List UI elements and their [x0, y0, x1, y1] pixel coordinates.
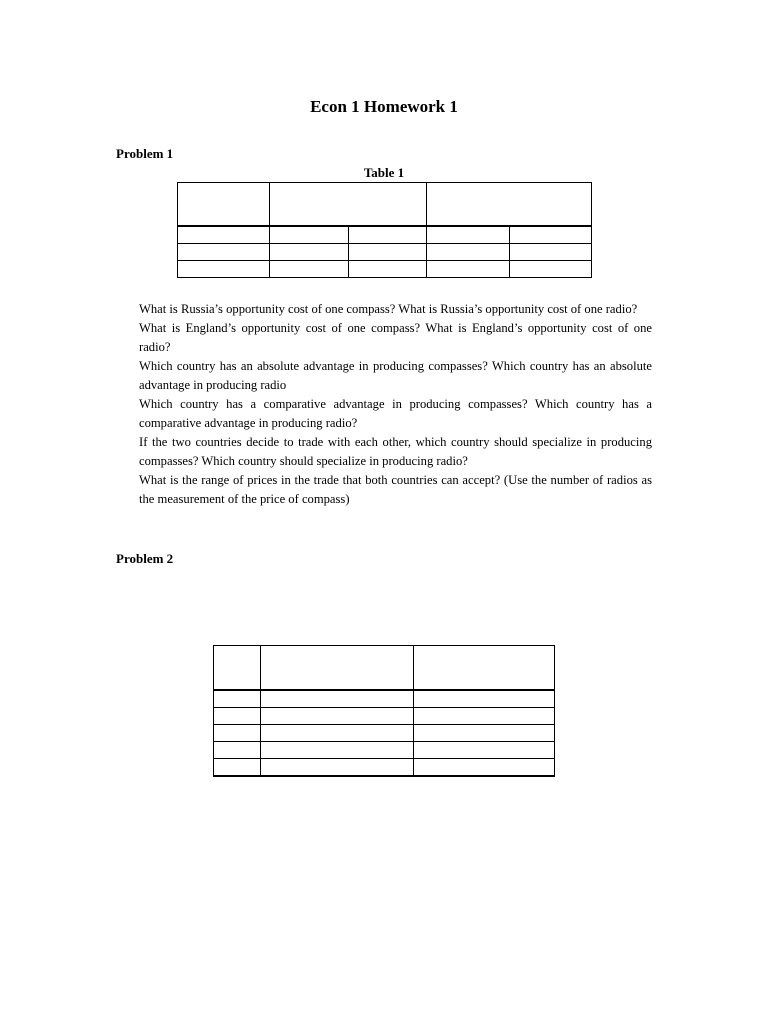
- table-1-header-cell: [178, 183, 270, 227]
- problem-1-questions: [139, 300, 652, 509]
- table-cell: [261, 708, 414, 725]
- table-row: [178, 226, 592, 244]
- table-cell: [270, 261, 349, 278]
- table-cell: [270, 226, 349, 244]
- table-cell: [414, 759, 555, 777]
- table-cell: [178, 226, 270, 244]
- table-2-header-cell: [261, 646, 414, 691]
- table-cell: [414, 708, 555, 725]
- table-row: [178, 261, 592, 278]
- table-1-caption: Table 1: [363, 165, 405, 180]
- table-2: [213, 645, 555, 777]
- table-cell: [178, 244, 270, 261]
- table-row: [214, 759, 555, 777]
- table-cell: [214, 708, 261, 725]
- table-cell: [261, 690, 414, 708]
- table-cell: [427, 244, 510, 261]
- question-item: Which country has a comparative advantage in producing compasses? Which country has a comparative advantage in producing radio?: [139, 397, 652, 430]
- table-2-header-row: [214, 646, 555, 691]
- table-cell: [427, 226, 510, 244]
- table-cell: [349, 226, 427, 244]
- question-item: What is England’s opportunity cost of one compass? What is England’s opportunity cost of one radio?: [139, 321, 652, 354]
- table-cell: [214, 725, 261, 742]
- document-title: Econ 1 Homework 1: [310, 97, 458, 116]
- table-cell: [349, 244, 427, 261]
- question-item: What is the range of prices in the trade that both countries can accept? (Use the number of radios as the measurement of the price of compass): [139, 473, 652, 506]
- table-cell: [414, 725, 555, 742]
- table-cell: [261, 742, 414, 759]
- table-cell: [214, 742, 261, 759]
- table-cell: [414, 742, 555, 759]
- table-1: [177, 182, 592, 278]
- table-cell: [214, 759, 261, 777]
- table-cell: [414, 690, 555, 708]
- table-cell: [510, 226, 592, 244]
- table-1-header-row: [178, 183, 592, 227]
- table-cell: [270, 244, 349, 261]
- table-cell: [427, 261, 510, 278]
- problem-2-heading: Problem 2: [116, 551, 174, 566]
- table-cell: [178, 261, 270, 278]
- table-row: [214, 690, 555, 708]
- table-cell: [261, 725, 414, 742]
- table-1-header-cell: [427, 183, 592, 227]
- table-cell: [261, 759, 414, 777]
- table-cell: [510, 244, 592, 261]
- question-item: Which country has an absolute advantage in producing compasses? Which country has an absolute advantage in producing radio: [139, 359, 652, 392]
- table-row: [214, 708, 555, 725]
- table-2-header-cell: [214, 646, 261, 691]
- table-1-header-cell: [270, 183, 427, 227]
- table-row: [214, 742, 555, 759]
- table-cell: [349, 261, 427, 278]
- table-2-header-cell: [414, 646, 555, 691]
- table-cell: [214, 690, 261, 708]
- question-item: What is Russia’s opportunity cost of one compass? What is Russia’s opportunity cost of one radio?: [139, 302, 638, 316]
- table-cell: [510, 261, 592, 278]
- table-row: [178, 244, 592, 261]
- problem-1-heading: Problem 1: [116, 146, 174, 161]
- table-row: [214, 725, 555, 742]
- question-item: If the two countries decide to trade with each other, which country should specialize in producing compasses? Which country should specialize in producing radio?: [139, 435, 652, 468]
